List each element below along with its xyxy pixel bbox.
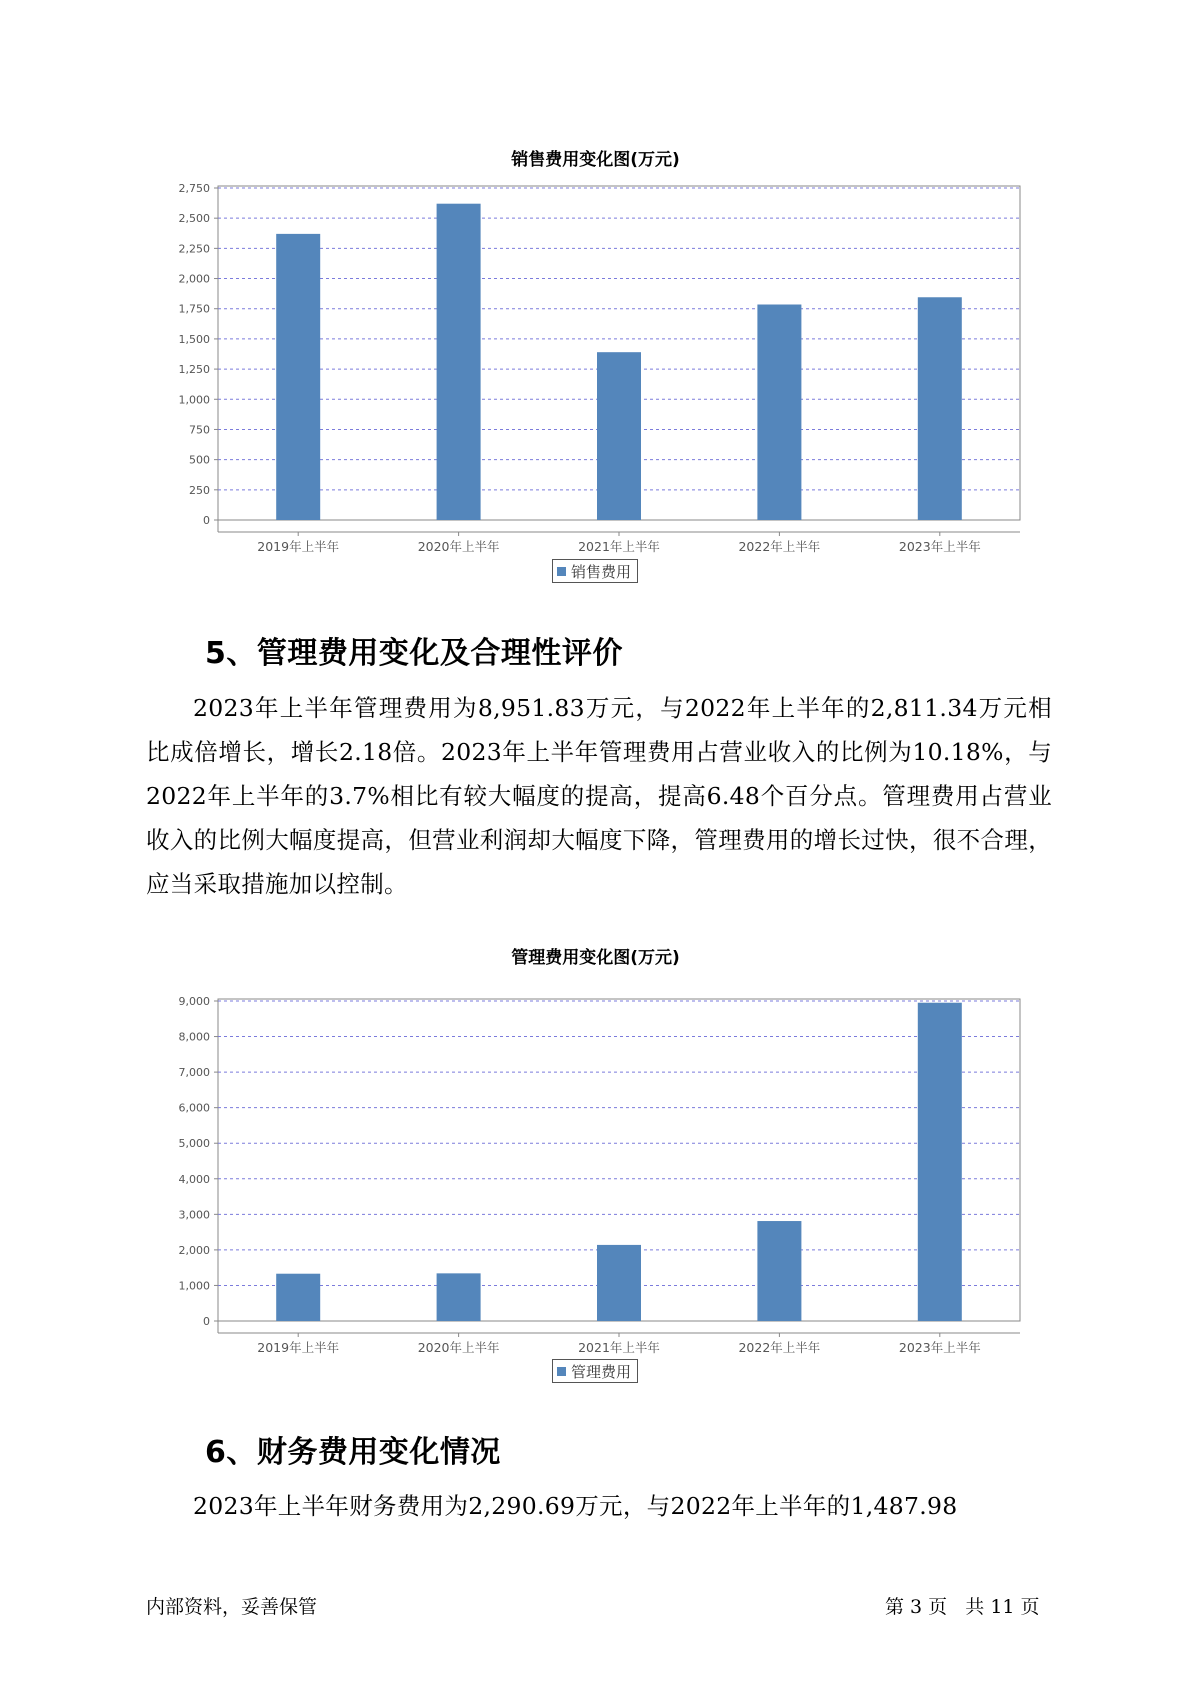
- y-tick-label: 7,000: [178, 1066, 210, 1080]
- x-tick-label: 2019年上半年: [257, 1340, 340, 1355]
- y-tick-label: 1,000: [178, 1279, 210, 1293]
- x-tick-label: 2020年上半年: [417, 1340, 500, 1355]
- x-tick-label: 2021年上半年: [578, 539, 660, 554]
- x-tick-label: 2022年上半年: [738, 1340, 821, 1355]
- chart-title: 管理费用变化图(万元): [511, 948, 680, 968]
- bar: [918, 1003, 962, 1321]
- chart-legend: [552, 1359, 638, 1383]
- bar: [597, 1245, 641, 1321]
- section-6-paragraph: 2023年上半年财务费用为2,290.69万元，与2022年上半年的1,487.98: [193, 1492, 958, 1520]
- y-tick-label: 1,500: [178, 332, 210, 346]
- y-tick-label: 500: [189, 453, 210, 467]
- y-tick-label: 2,000: [178, 272, 210, 286]
- y-tick-label: 9,000: [178, 995, 210, 1008]
- x-tick-label: 2020年上半年: [417, 539, 500, 554]
- y-tick-label: 3,000: [178, 1208, 210, 1222]
- chart-title: 销售费用变化图(万元): [511, 150, 680, 170]
- y-tick-label: 2,500: [178, 212, 210, 226]
- x-tick-label: 2019年上半年: [257, 539, 340, 554]
- y-tick-label: 0: [203, 514, 210, 527]
- y-tick-label: 2,000: [178, 1243, 210, 1257]
- y-tick-label: 5,000: [178, 1137, 210, 1151]
- legend-swatch: [557, 1367, 566, 1376]
- section-5-heading: 5、管理费用变化及合理性评价: [205, 636, 623, 671]
- y-tick-label: 750: [189, 423, 210, 437]
- y-tick-label: 2,750: [178, 182, 210, 195]
- y-tick-label: 1,250: [178, 363, 210, 377]
- legend-label: 管理费用: [571, 1362, 632, 1381]
- x-tick-label: 2022年上半年: [738, 539, 821, 554]
- x-tick-label: 2023年上半年: [898, 539, 981, 554]
- y-tick-label: 250: [189, 483, 210, 497]
- y-tick-label: 1,000: [178, 393, 210, 407]
- legend-label: 销售费用: [571, 562, 632, 581]
- section-6-heading: 6、财务费用变化情况: [205, 1435, 501, 1470]
- x-tick-label: 2021年上半年: [578, 1340, 660, 1355]
- y-tick-label: 2,250: [178, 242, 210, 256]
- x-tick-label: 2023年上半年: [898, 1340, 981, 1355]
- bar: [437, 1273, 481, 1321]
- y-tick-label: 4,000: [178, 1172, 210, 1186]
- y-tick-label: 6,000: [178, 1101, 210, 1115]
- footer-right: 第 3 页 共 11 页: [885, 1596, 1040, 1618]
- bar: [757, 1221, 801, 1321]
- bar: [276, 1274, 320, 1321]
- y-tick-label: 8,000: [178, 1030, 210, 1044]
- y-tick-label: 0: [203, 1315, 210, 1328]
- footer-left: 内部资料，妥善保管: [146, 1596, 318, 1618]
- section-5-paragraph: 2023年上半年管理费用为8,951.83万元，与2022年上半年的2,811.34万元相比成倍增长，增长2.18倍。2023年上半年管理费用占营业收入的比例为10.18%，与2022年上半年的3.7%相比有较大幅度的提高，提高6.48个百分点。管理费用占营业收入的比例大幅度提高，但营业利润却大幅度下降，管理费用的增长过快，很不合理，应当采取措施加以控制。: [146, 694, 1052, 898]
- y-tick-label: 1,750: [178, 302, 210, 316]
